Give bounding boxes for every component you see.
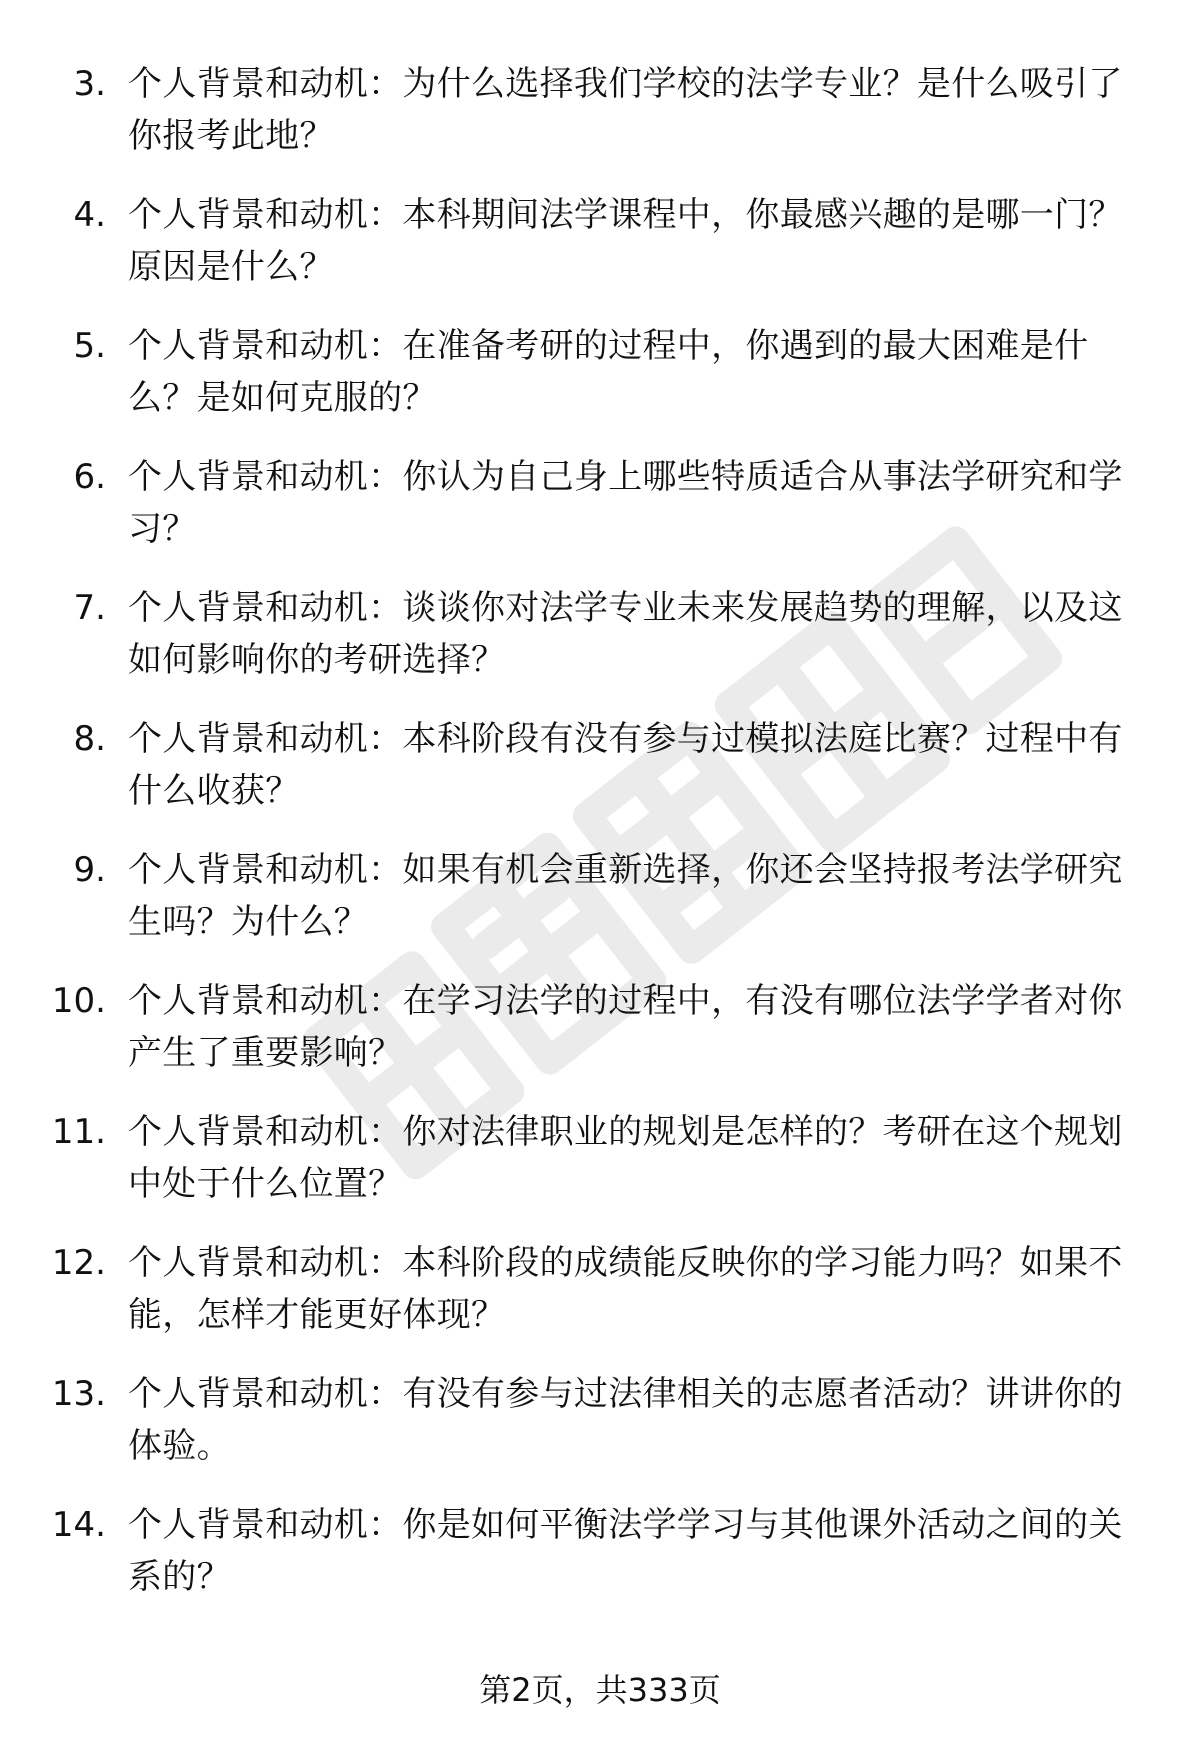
item-number: 8. <box>73 719 106 759</box>
list-item <box>0 844 1200 942</box>
item-number: 5. <box>73 326 106 366</box>
list-item <box>0 1499 1200 1597</box>
item-number: 13. <box>51 1374 106 1414</box>
item-text: 个人背景和动机：在准备考研的过程中，你遇到的最大困难是什么？是如何克服的？ <box>128 326 1089 418</box>
item-text: 个人背景和动机：如果有机会重新选择，你还会坚持报考法学研究生吗？为什么？ <box>128 850 1123 942</box>
item-text: 个人背景和动机：本科阶段有没有参与过模拟法庭比赛？过程中有什么收获？ <box>128 719 1123 811</box>
list-item <box>0 713 1200 811</box>
item-text: 个人背景和动机：你是如何平衡法学学习与其他课外活动之间的关系的？ <box>128 1505 1123 1597</box>
item-number: 14. <box>51 1505 106 1545</box>
item-text: 个人背景和动机：本科期间法学课程中，你最感兴趣的是哪一门？原因是什么？ <box>128 195 1123 287</box>
list-item <box>0 58 1200 156</box>
question-list <box>0 58 1200 1630</box>
item-text: 个人背景和动机：为什么选择我们学校的法学专业？是什么吸引了你报考此地？ <box>128 64 1123 156</box>
item-number: 6. <box>73 457 106 497</box>
item-text: 个人背景和动机：本科阶段的成绩能反映你的学习能力吗？如果不能，怎样才能更好体现？ <box>128 1243 1123 1335</box>
item-text: 个人背景和动机：有没有参与过法律相关的志愿者活动？讲讲你的体验。 <box>128 1374 1123 1466</box>
item-number: 11. <box>51 1112 106 1152</box>
item-number: 9. <box>73 850 106 890</box>
list-item <box>0 1106 1200 1204</box>
item-text: 个人背景和动机：你对法律职业的规划是怎样的？考研在这个规划中处于什么位置？ <box>128 1112 1123 1204</box>
item-number: 3. <box>73 64 106 104</box>
item-number: 10. <box>51 981 106 1021</box>
list-item <box>0 975 1200 1073</box>
list-item <box>0 1368 1200 1466</box>
list-item <box>0 189 1200 287</box>
item-number: 7. <box>73 588 106 628</box>
list-item <box>0 582 1200 680</box>
list-item <box>0 320 1200 418</box>
item-number: 4. <box>73 195 106 235</box>
item-text: 个人背景和动机：你认为自己身上哪些特质适合从事法学研究和学习？ <box>128 457 1123 549</box>
list-item <box>0 451 1200 549</box>
item-text: 个人背景和动机：谈谈你对法学专业未来发展趋势的理解，以及这如何影响你的考研选择？ <box>128 588 1123 680</box>
item-number: 12. <box>51 1243 106 1283</box>
page-footer: 第2页，共333页 <box>479 1671 721 1709</box>
item-text: 个人背景和动机：在学习法学的过程中，有没有哪位法学学者对你产生了重要影响？ <box>128 981 1123 1073</box>
list-item <box>0 1237 1200 1335</box>
